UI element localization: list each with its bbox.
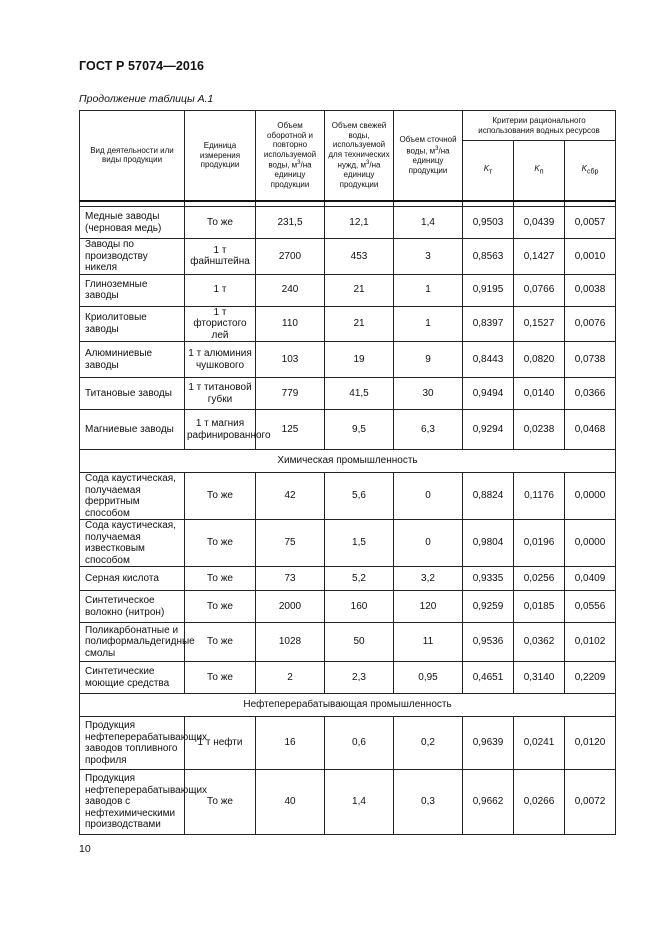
header-criteria: Критерии рационального использования водных ресурсов [463, 111, 616, 141]
table-row [80, 342, 616, 378]
cell-ksbr: 0,0738 [565, 342, 616, 378]
cell-name: Медные заводы (черновая медь) [80, 207, 185, 239]
cell-kp: 0,0238 [514, 410, 565, 450]
cell-unit: То же [185, 591, 256, 623]
cell-recycled: 42 [256, 473, 325, 520]
table-row [80, 306, 616, 342]
cell-fresh: 5,6 [325, 473, 394, 520]
cell-fresh: 9,5 [325, 410, 394, 450]
header-k-t: $K_т$ [463, 141, 514, 201]
cell-kt: 0,8563 [463, 239, 514, 275]
cell-ksbr: 0,0120 [565, 717, 616, 770]
cell-waste: 0,95 [394, 662, 463, 694]
section-header-chemical [80, 450, 616, 473]
cell-kp: 0,0140 [514, 378, 565, 410]
cell-name: Синтетические моющие средства [80, 662, 185, 694]
cell-name: Заводы по производству никеля [80, 239, 185, 275]
cell-recycled: 2 [256, 662, 325, 694]
cell-kp: 0,0766 [514, 274, 565, 306]
header-fresh-water: Объем свежей воды, используемой для технических нужд, $м^3/на$ единицу продукции [325, 111, 394, 201]
cell-fresh: 21 [325, 306, 394, 342]
cell-kt: 0,9494 [463, 378, 514, 410]
cell-kt: 0,9195 [463, 274, 514, 306]
cell-fresh: 12,1 [325, 207, 394, 239]
cell-fresh: 19 [325, 342, 394, 378]
cell-kp: 0,0266 [514, 770, 565, 835]
cell-recycled: 231,5 [256, 207, 325, 239]
cell-ksbr: 0,0057 [565, 207, 616, 239]
cell-recycled: 779 [256, 378, 325, 410]
cell-kp: 0,0256 [514, 567, 565, 591]
cell-fresh: 0,6 [325, 717, 394, 770]
cell-recycled: 2700 [256, 239, 325, 275]
header-unit: Единица измерения продукции [185, 111, 256, 201]
cell-kp: 0,1527 [514, 306, 565, 342]
table-row [80, 410, 616, 450]
cell-ksbr: 0,0038 [565, 274, 616, 306]
cell-fresh: 453 [325, 239, 394, 275]
cell-name: Серная кислота [80, 567, 185, 591]
cell-fresh: 50 [325, 623, 394, 662]
cell-waste: 0 [394, 520, 463, 567]
page-number: 10 [79, 843, 91, 855]
cell-unit: 1 т титановой губки [185, 378, 256, 410]
cell-unit: 1 т фтористого лей [185, 306, 256, 342]
section-title: Химическая промышленность [80, 450, 616, 473]
water-resources-table [79, 110, 616, 835]
cell-recycled: 110 [256, 306, 325, 342]
cell-waste: 30 [394, 378, 463, 410]
cell-recycled: 103 [256, 342, 325, 378]
cell-waste: 1 [394, 306, 463, 342]
table-row [80, 473, 616, 520]
cell-fresh: 2,3 [325, 662, 394, 694]
cell-kt: 0,9335 [463, 567, 514, 591]
document-header: ГОСТ Р 57074—2016 [79, 59, 205, 73]
header-recycled-water: Объем оборотной и повторно используемой воды, $м^3/на$ единицу продукции [256, 111, 325, 201]
cell-waste: 0,3 [394, 770, 463, 835]
table-row [80, 520, 616, 567]
cell-unit: 1 т магния рафинированного [185, 410, 256, 450]
cell-recycled: 2000 [256, 591, 325, 623]
cell-fresh: 21 [325, 274, 394, 306]
cell-waste: 120 [394, 591, 463, 623]
cell-unit: То же [185, 473, 256, 520]
cell-kp: 0,1427 [514, 239, 565, 275]
cell-fresh: 5,2 [325, 567, 394, 591]
cell-unit: То же [185, 662, 256, 694]
cell-waste: 1,4 [394, 207, 463, 239]
cell-kt: 0,9294 [463, 410, 514, 450]
cell-fresh: 1,4 [325, 770, 394, 835]
cell-kp: 0,0196 [514, 520, 565, 567]
cell-waste: 0 [394, 473, 463, 520]
header-waste-water: Объем сточной воды, $м^3/на$ единицу продукции [394, 111, 463, 201]
cell-kt: 0,9259 [463, 591, 514, 623]
cell-recycled: 75 [256, 520, 325, 567]
cell-name: Синтетическое волокно (нитрон) [80, 591, 185, 623]
cell-recycled: 73 [256, 567, 325, 591]
cell-unit: То же [185, 520, 256, 567]
cell-fresh: 1,5 [325, 520, 394, 567]
section-header-oil [80, 694, 616, 717]
cell-name: Продукция нефтеперерабатывающих заводов топливного профиля [80, 717, 185, 770]
header-k-p: $K_п$ [514, 141, 565, 201]
cell-ksbr: 0,0366 [565, 378, 616, 410]
cell-unit: 1 т [185, 274, 256, 306]
cell-kt: 0,9536 [463, 623, 514, 662]
table-row [80, 274, 616, 306]
cell-kp: 0,0362 [514, 623, 565, 662]
cell-waste: 3 [394, 239, 463, 275]
cell-recycled: 240 [256, 274, 325, 306]
cell-recycled: 16 [256, 717, 325, 770]
table-caption: Продолжение таблицы А.1 [79, 93, 214, 105]
cell-recycled: 1028 [256, 623, 325, 662]
cell-recycled: 125 [256, 410, 325, 450]
cell-unit: 1 т нефти [185, 717, 256, 770]
cell-ksbr: 0,0000 [565, 473, 616, 520]
cell-recycled: 40 [256, 770, 325, 835]
cell-ksbr: 0,0468 [565, 410, 616, 450]
table-row [80, 717, 616, 770]
cell-ksbr: 0,0409 [565, 567, 616, 591]
cell-kt: 0,9503 [463, 207, 514, 239]
cell-ksbr: 0,0010 [565, 239, 616, 275]
cell-waste: 9 [394, 342, 463, 378]
cell-fresh: 41,5 [325, 378, 394, 410]
cell-kp: 0,0439 [514, 207, 565, 239]
cell-waste: 11 [394, 623, 463, 662]
cell-waste: 3,2 [394, 567, 463, 591]
header-activity: Вид деятельности или виды продукции [80, 111, 185, 201]
table-row [80, 623, 616, 662]
cell-unit: То же [185, 567, 256, 591]
section-title: Нефтеперерабатывающая промышленность [80, 694, 616, 717]
cell-fresh: 160 [325, 591, 394, 623]
cell-kt: 0,9662 [463, 770, 514, 835]
cell-kt: 0,8824 [463, 473, 514, 520]
table-row [80, 662, 616, 694]
cell-name: Продукция нефтеперерабатывающих заводов с нефтехимическими производствами [80, 770, 185, 835]
cell-unit: То же [185, 207, 256, 239]
cell-kt: 0,9804 [463, 520, 514, 567]
cell-kp: 0,0241 [514, 717, 565, 770]
cell-name: Сода каустическая, получаемая известковым способом [80, 520, 185, 567]
cell-name: Алюминиевые заводы [80, 342, 185, 378]
cell-name: Титановые заводы [80, 378, 185, 410]
cell-ksbr: 0,0072 [565, 770, 616, 835]
cell-unit: То же [185, 770, 256, 835]
cell-kp: 0,1176 [514, 473, 565, 520]
cell-kt: 0,9639 [463, 717, 514, 770]
cell-name: Криолитовые заводы [80, 306, 185, 342]
cell-unit: То же [185, 623, 256, 662]
cell-kt: 0,8443 [463, 342, 514, 378]
cell-waste: 6,3 [394, 410, 463, 450]
cell-ksbr: 0,0102 [565, 623, 616, 662]
table-row [80, 207, 616, 239]
cell-ksbr: 0,0000 [565, 520, 616, 567]
cell-name: Поликарбонатные и полиформальдегидные смолы [80, 623, 185, 662]
cell-kp: 0,0185 [514, 591, 565, 623]
cell-kp: 0,3140 [514, 662, 565, 694]
table-row [80, 591, 616, 623]
cell-waste: 0,2 [394, 717, 463, 770]
cell-ksbr: 0,0556 [565, 591, 616, 623]
header-k-sbr: $K_{сбр}$ [565, 141, 616, 201]
cell-kt: 0,4651 [463, 662, 514, 694]
cell-unit: 1 т алюминия чушкового [185, 342, 256, 378]
cell-kt: 0,8397 [463, 306, 514, 342]
cell-waste: 1 [394, 274, 463, 306]
table-row [80, 770, 616, 835]
cell-name: Магниевые заводы [80, 410, 185, 450]
cell-unit: 1 т файнштейна [185, 239, 256, 275]
cell-ksbr: 0,0076 [565, 306, 616, 342]
table-row [80, 378, 616, 410]
cell-ksbr: 0,2209 [565, 662, 616, 694]
cell-name: Сода каустическая, получаемая ферритным способом [80, 473, 185, 520]
cell-kp: 0,0820 [514, 342, 565, 378]
table-row [80, 239, 616, 275]
table-row [80, 567, 616, 591]
cell-name: Глиноземные заводы [80, 274, 185, 306]
